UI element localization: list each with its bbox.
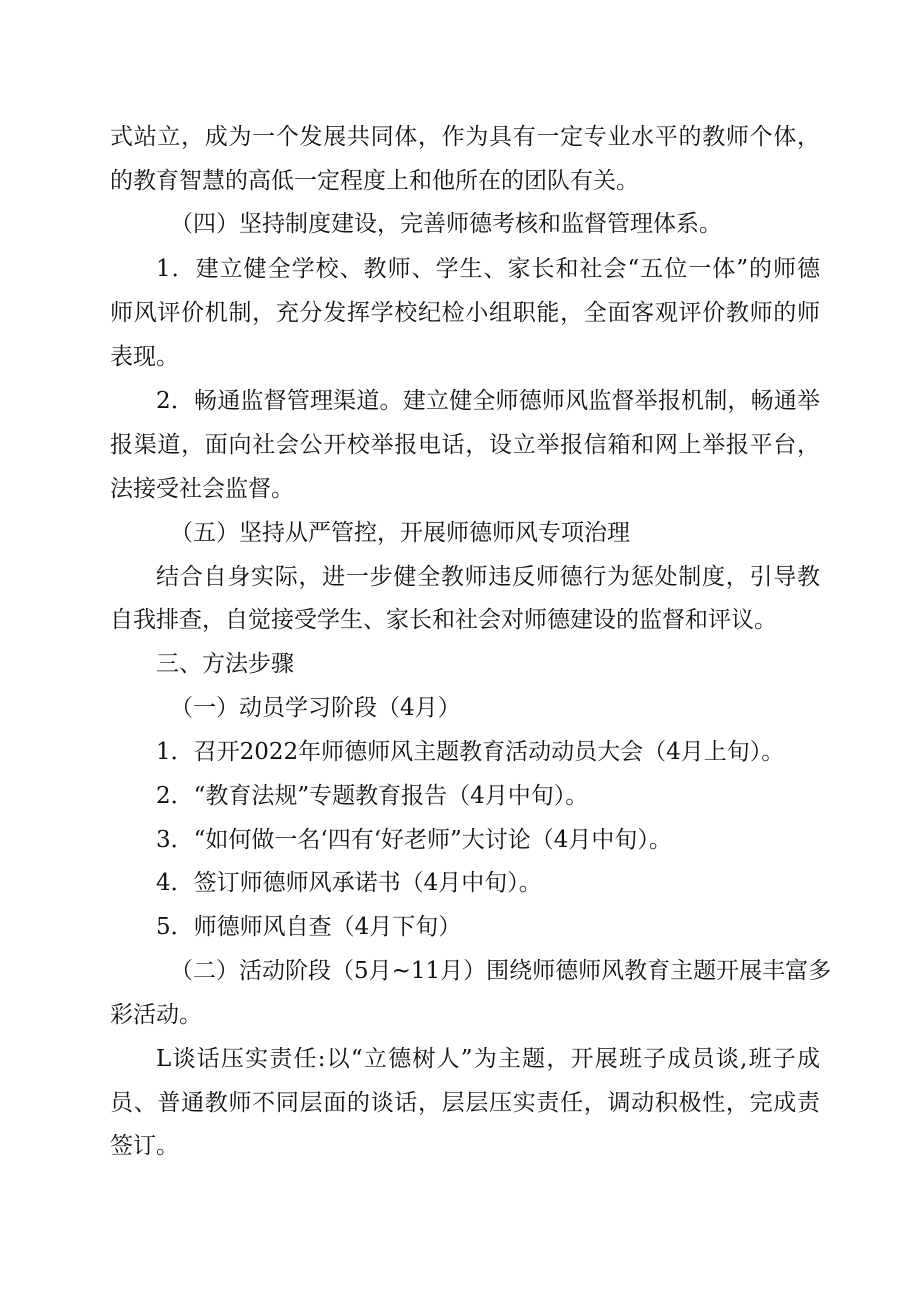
line-text: 2．畅通监督管理渠道。建立健全师德师风监督举报机制，畅通举 — [156, 388, 820, 414]
line-text: 式站立，成为一个发展共同体，作为具有一定专业水平的教师个体， — [110, 124, 820, 150]
line-text: （四）坚持制度建设，完善师德考核和监督管理体系。 — [170, 211, 722, 237]
line-text: 1．召开2022年师德师风主题教育活动动员大会（4月上旬）。 — [156, 739, 785, 765]
line-text: （五）坚持从严管控，开展师德师风专项治理 — [170, 520, 630, 546]
line-text: 2．“教育法规”专题教育报告（4月中旬）。 — [156, 783, 589, 809]
line-text: 的教育智慧的高低一定程度上和他所在的团队有关。 — [110, 168, 639, 194]
numbered-item — [0, 866, 920, 900]
numbered-item — [0, 735, 920, 769]
line-text: 5．师德师风自查（4月下旬） — [156, 914, 462, 940]
paragraph-line — [0, 1086, 920, 1120]
line-text: 4．签订师德师风承诺书（4月中旬）。 — [156, 870, 542, 896]
line-text: 彩活动。 — [110, 1002, 202, 1028]
line-text: （二）活动阶段（5月~11月）围绕师德师风教育主题开展丰富多 — [170, 958, 832, 984]
paragraph-line — [0, 340, 920, 374]
line-text: 结合自身实际，进一步健全教师违反师德行为惩处制度，引导教 — [156, 564, 820, 590]
numbered-item — [0, 1042, 920, 1076]
line-text: 表现。 — [110, 344, 179, 370]
section-heading — [0, 207, 920, 241]
section-heading — [0, 647, 920, 681]
line-text: 员、普通教师不同层面的谈话，层层压实责任，调动积极性，完成责 — [110, 1090, 820, 1116]
line-text: L谈话压实责任:以“立德树人”为主题，开展班子成员谈,班子成 — [156, 1046, 820, 1072]
line-text: 1．建立健全学校、教师、学生、家长和社会“五位一体”的师德 — [156, 256, 820, 282]
line-text: 法接受社会监督。 — [110, 476, 294, 502]
line-text: 师风评价机制，充分发挥学校纪检小组职能，全面客观评价教师的师 — [110, 300, 820, 326]
paragraph-line — [0, 603, 920, 637]
paragraph-line — [0, 164, 920, 198]
numbered-item — [0, 910, 920, 944]
line-text: 自我排查，自觉接受学生、家长和社会对师德建设的监督和评议。 — [110, 607, 777, 633]
paragraph-line — [0, 998, 920, 1032]
paragraph-line — [0, 296, 920, 330]
subsection-heading — [0, 954, 920, 988]
numbered-item — [0, 384, 920, 418]
paragraph-line — [0, 1129, 920, 1163]
paragraph-line — [0, 428, 920, 462]
numbered-item — [0, 252, 920, 286]
line-text: 3．“如何做一名‘四有‘好老师”大讨论（4月中旬）。 — [156, 827, 672, 853]
line-text: （一）动员学习阶段（4月） — [170, 695, 461, 721]
line-text: 三、方法步骤 — [156, 651, 294, 677]
paragraph-line — [0, 120, 920, 154]
section-heading — [0, 516, 920, 550]
subsection-heading — [0, 691, 920, 725]
line-text: 报渠道，面向社会公开校举报电话，设立举报信箱和网上举报平台， — [110, 432, 820, 458]
paragraph-line — [0, 472, 920, 506]
numbered-item — [0, 823, 920, 857]
numbered-item — [0, 779, 920, 813]
paragraph-line — [0, 560, 920, 594]
line-text: 签订。 — [110, 1133, 179, 1159]
